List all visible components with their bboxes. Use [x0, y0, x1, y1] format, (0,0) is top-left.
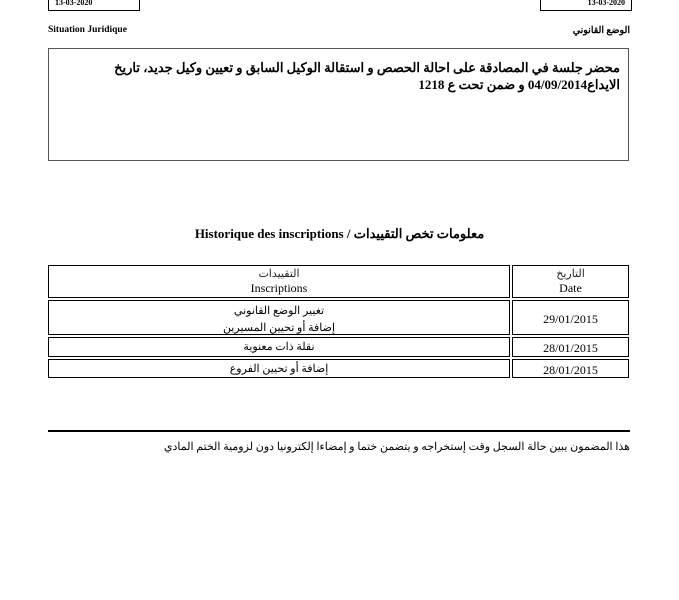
inscription-date: 29/01/2015	[543, 312, 598, 326]
situation-label-ar: الوضع القانوني	[572, 26, 630, 36]
header-date-box-left	[48, 0, 140, 11]
date-cell	[512, 300, 629, 335]
inscription-date: 28/01/2015	[543, 341, 598, 355]
footer-divider	[48, 430, 630, 432]
inscription-line: نقلة ذات معنوية	[243, 341, 315, 353]
inscription-date: 28/01/2015	[543, 363, 598, 377]
inscription-cell	[48, 359, 510, 378]
table-row	[48, 300, 629, 335]
header-inscriptions-fr: Inscriptions	[250, 281, 308, 295]
inscription-line: إضافة أو تحيين المسيرين	[222, 322, 336, 334]
inscription-line: تغيير الوضع القانوني	[233, 305, 325, 317]
history-title: Historique des inscriptions / معلومات تخص التقييدات	[194, 226, 485, 241]
date-cell	[512, 359, 629, 378]
footer-note: هذا المضمون يبين حالة السجل وقت إستخراجه و يتضمن ختما و إمضاءا إلكترونيا دون لزومية الختم المادي	[163, 441, 630, 453]
inscription-cell	[48, 300, 510, 335]
header-date-fr: Date	[559, 281, 582, 295]
date-cell	[512, 337, 629, 357]
history-table-header	[48, 265, 629, 298]
header-cell-inscriptions	[48, 265, 510, 298]
header-date-ar: التاريخ	[556, 268, 585, 280]
inscription-cell	[48, 337, 510, 357]
table-row	[48, 337, 629, 357]
header-date-box-right	[540, 0, 632, 11]
header-date-right: 13-03-2020	[587, 0, 625, 7]
inscription-line: إضافة أو تحيين الفروع	[229, 363, 329, 375]
header-date-left: 13-03-2020	[55, 0, 93, 7]
table-row	[48, 359, 629, 378]
situation-label-fr: Situation Juridique	[48, 25, 127, 35]
legal-situation-text: محضر جلسة في المصادقة على احالة الحصص و استقالة الوكيل السابق و تعيين وكيل جديد، تاريخ الايداع04/09/2014 و ضمن تحت ع 1218	[114, 60, 620, 92]
header-inscriptions-ar: التقييدات	[258, 268, 300, 280]
header-cell-date	[512, 265, 629, 298]
legal-situation-box	[48, 48, 629, 161]
